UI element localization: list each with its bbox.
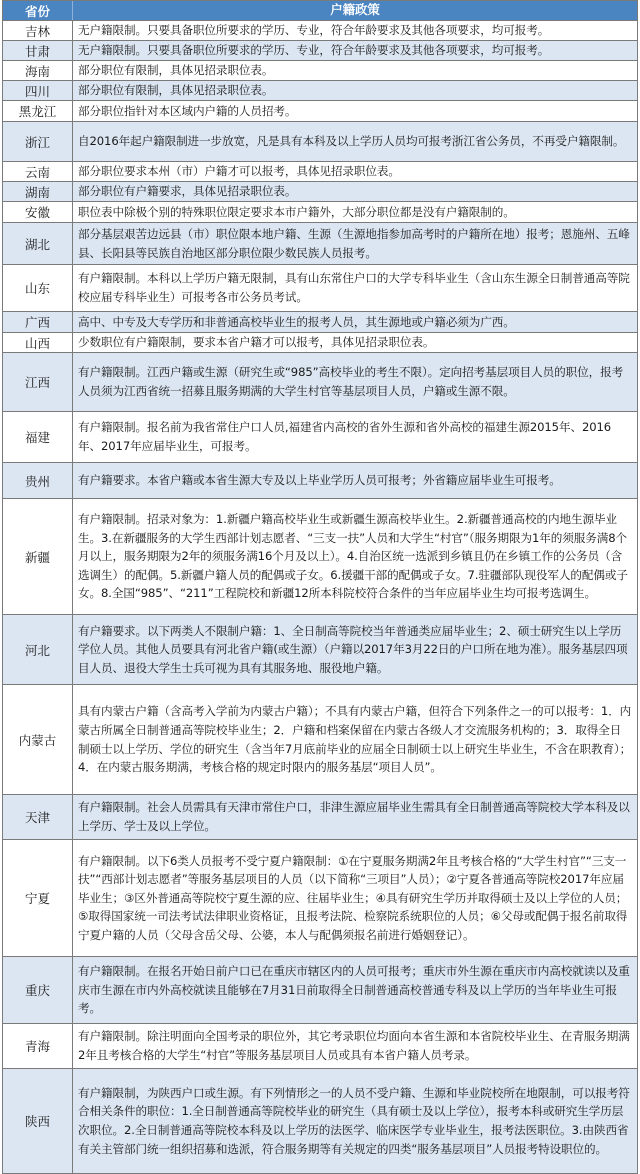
policy-cell: 自2016年起户籍限制进一步放宽，凡是具有本科及以上学历人员均可报考浙江省公务员，不再受户籍限制。 bbox=[78, 134, 625, 149]
table-row bbox=[3, 463, 637, 499]
policy-cell: 部分职位要求本州（市）户籍才可以报考，具体见招录职位表。 bbox=[78, 164, 400, 179]
policy-cell: 无户籍限制。只要具备职位所要求的学历、专业，符合年龄要求及其他各项要求，均可报考。 bbox=[78, 23, 550, 38]
table-row bbox=[3, 685, 637, 795]
policy-cell: 有户籍限制。报名前为我省常住户口人员,福建省内高校的省外生源和省外高校的福建生源2015年、2016年、2017年应届毕业生，可报考。 bbox=[78, 420, 612, 453]
province-cell: 云南 bbox=[3, 162, 73, 181]
policy-cell: 有户籍限制。本科以上学历户籍无限制，具有山东常住户口的大学专科毕业生（含山东生源全日制普通高等院校应届专科毕业生）可报考各市公务员考试。 bbox=[78, 271, 630, 304]
table-row bbox=[3, 21, 637, 41]
province-cell: 甘肃 bbox=[3, 41, 73, 60]
table-row bbox=[3, 81, 637, 101]
policy-table bbox=[2, 0, 638, 1174]
policy-cell: 具有内蒙古户籍（含高考入学前为内蒙古户籍）；不具有内蒙古户籍，但符合下列条件之一的可以报考：1．内蒙古所属全日制普通高等院校毕业生；2．户籍和档案保留在内蒙古各级人才交流服务机构的；3．取得全日制硕士以上学历、学位的研究生（含当年7月底前毕业的应届全日制硕士以上研究生毕业生，不含在职教育）；4．在内蒙古服务期满，考核合格的规定时限内的服务基层“项目人员”。 bbox=[78, 704, 632, 775]
policy-cell: 有户籍限制。社会人员需具有天津市常住户口，非津生源应届毕业生需具有全日制普通高等院校大学本科及以上学历、学士及以上学位。 bbox=[78, 800, 630, 833]
province-cell: 广西 bbox=[3, 312, 73, 332]
policy-cell: 部分职位有户籍要求，具体见招录职位表。 bbox=[78, 184, 297, 199]
province-cell: 新疆 bbox=[3, 499, 73, 614]
table-row bbox=[3, 412, 637, 463]
province-cell: 陕西 bbox=[3, 1069, 73, 1173]
table-row bbox=[3, 499, 637, 615]
policy-cell: 无户籍限制。只要具备职位所要求的学历、专业，符合年龄要求及其他各项要求，均可报考。 bbox=[78, 43, 550, 58]
province-cell: 宁夏 bbox=[3, 840, 73, 956]
table-row bbox=[3, 840, 637, 957]
policy-cell: 有户籍限制。除注明面向全国考录的职位外，其它考录职位均面向本省生源和本省院校毕业生、在青服务期满2年且考核合格的大学生“村官”等服务基层项目人员或具有本省户籍人员考录。 bbox=[78, 1029, 630, 1062]
policy-cell: 部分职位有限制，具体见招录职位表。 bbox=[78, 83, 274, 98]
table-header bbox=[3, 1, 637, 21]
province-cell: 浙江 bbox=[3, 122, 73, 161]
province-cell: 安徽 bbox=[3, 202, 73, 222]
province-cell: 吉林 bbox=[3, 21, 73, 40]
table-row bbox=[3, 182, 637, 202]
province-cell: 天津 bbox=[3, 795, 73, 839]
policy-cell: 少数职位有户籍限制，要求本省户籍才可以报考，具体见招录职位表。 bbox=[78, 335, 435, 350]
table-row bbox=[3, 122, 637, 162]
policy-cell: 有户籍限制。江西户籍或生源（研究生或“985”高校毕业的考生不限）。定向招考基层项目人员的职位，报考人员须为江西省统一招募且服务期满的大学生村官等基层项目人员，户籍或生源不限。 bbox=[78, 365, 624, 398]
table-row bbox=[3, 333, 637, 353]
province-cell: 黑龙江 bbox=[3, 101, 73, 121]
policy-cell: 部分职位有限制，具体见招录职位表。 bbox=[78, 63, 274, 78]
province-cell: 江西 bbox=[3, 353, 73, 411]
province-cell: 湖北 bbox=[3, 223, 73, 264]
table-row bbox=[3, 312, 637, 333]
table-row bbox=[3, 223, 637, 265]
province-cell: 内蒙古 bbox=[3, 685, 73, 794]
header-policy: 户籍政策 bbox=[330, 2, 380, 18]
table-row bbox=[3, 265, 637, 312]
policy-cell: 职位表中除极个别的特殊职位限定要求本市户籍外，大部分职位都是没有户籍限制的。 bbox=[78, 204, 515, 219]
header-province: 省份 bbox=[3, 1, 73, 20]
policy-cell: 有户籍限制。以下6类人员报考不受宁夏户籍限制：①在宁夏服务期满2年且考核合格的“大学生村官”“三支一扶”“西部计划志愿者”等服务基层项目的人员（以下简称“三项目”人员）；②宁夏各普通高等院校2017年应届毕业生；③区外普通高等院校宁夏生源的应、往届毕业生；④具有研究生学历并取得硕士及以上学位的人员；⑤取得国家统一司法考试法律职业资格证，且报考法院、检察院系统职位的人员；⑥父母或配偶于报名前取得宁夏户籍的人员（父母含岳父母、公婆，本人与配偶须报名前进行婚姻登记）。 bbox=[78, 853, 628, 942]
policy-cell: 高中、中专及大专学历和非普通高校毕业生的报考人员，其生源地或户籍必须为广西。 bbox=[78, 314, 515, 329]
policy-cell: 有户籍限制，为陕西户口或生源。有下列情形之一的人员不受户籍、生源和毕业院校所在地限制，可以报考符合相关条件的职位：1.全日制普通高等院校毕业的研究生（具有硕士及以上学位），报考本科或研究生学历层次职位。2.全日制普通高等院校本科及以上学历的法医学、临床医学专业毕业生，报考法医职位。3.由陕西省有关主管部门统一组织招募和选派，符合服务期等有关规定的四类“服务基层项目”人员报考特设职位的。 bbox=[78, 1085, 630, 1156]
province-cell: 湖南 bbox=[3, 182, 73, 201]
table-row bbox=[3, 615, 637, 685]
province-cell: 山东 bbox=[3, 265, 73, 311]
table-row bbox=[3, 41, 637, 61]
province-cell: 青海 bbox=[3, 1024, 73, 1068]
policy-cell: 有户籍限制。招录对象为：1.新疆户籍高校毕业生或新疆生源高校毕业生。2.新疆普通高校的内地生源毕业生。3.在新疆服务的大学生西部计划志愿者、“三支一扶”人员和大学生“村官”（服务期限为1年的须服务满8个月以上，服务期限为2年的须服务满16个月及以上）。4.自治区统一选派到乡镇且仍在乡镇工作的公务员（含选调生）的配偶。5.新疆户籍人员的配偶或子女。6.援疆干部的配偶或子女。7.驻疆部队现役军人的配偶或子女。8.全国“985”、“211”工程院校和新疆12所本科院校符合条件的当年应届毕业生均可报考选调生。 bbox=[78, 512, 628, 601]
province-cell: 海南 bbox=[3, 61, 73, 80]
table-row bbox=[3, 957, 637, 1024]
policy-cell: 有户籍要求。本省户籍或本省生源大专及以上毕业学历人员可报考；外省籍应届毕业生可报考。 bbox=[78, 473, 561, 488]
policy-cell: 部分基层艰苦边远县（市）职位限本地户籍、生源（生源地指参加高考时的户籍所在地）报考；恩施州、五峰县、长阳县等民族自治地区部分职位限少数民族人员报考。 bbox=[78, 226, 630, 260]
province-cell: 四川 bbox=[3, 81, 73, 100]
province-cell: 河北 bbox=[3, 615, 73, 684]
province-cell: 重庆 bbox=[3, 957, 73, 1023]
province-cell: 贵州 bbox=[3, 463, 73, 498]
policy-cell: 部分职位指针对本区域内户籍的人员招考。 bbox=[78, 103, 297, 118]
table-row bbox=[3, 162, 637, 182]
province-cell: 山西 bbox=[3, 333, 73, 352]
province-cell: 福建 bbox=[3, 412, 73, 462]
table-row bbox=[3, 202, 637, 223]
table-row bbox=[3, 61, 637, 81]
table-row bbox=[3, 101, 637, 122]
table-row bbox=[3, 1069, 637, 1173]
policy-cell: 有户籍要求。以下两类人不限制户籍：1、全日制高等院校当年普通类应届毕业生；2、硕士研究生以上学历学位人员。其他人员要具有河北省户籍(或生源）（户籍以2017年3月22日的户口所在地为准）。服务基层四项目人员、退役大学生士兵可视为具有其服务地、服役地户籍。 bbox=[78, 623, 628, 675]
table-row bbox=[3, 353, 637, 412]
table-row bbox=[3, 1024, 637, 1069]
policy-cell: 有户籍限制。在报名开始日前户口已在重庆市辖区内的人员可报考；重庆市外生源在重庆市内高校就读以及重庆市生源在市内外高校就读且能够在7月31日前取得全日制普通高校普通专科及以上学历的当年毕业生可报考。 bbox=[78, 964, 630, 1016]
table-row bbox=[3, 795, 637, 840]
